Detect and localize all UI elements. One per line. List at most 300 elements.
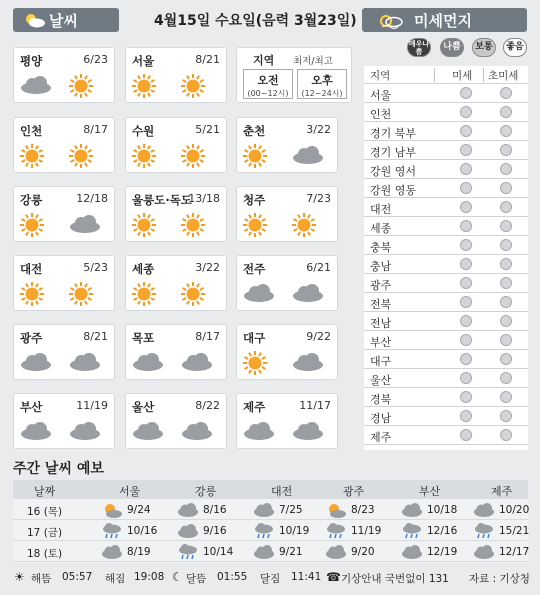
pm-weather <box>291 350 325 376</box>
weekly-icon <box>325 543 347 564</box>
am-weather <box>131 143 157 173</box>
city-temp: 8/17 <box>83 123 108 136</box>
city-name: 평양 <box>20 54 43 68</box>
pm25-level-dot <box>500 353 512 365</box>
city-card <box>125 255 227 311</box>
weekly-table <box>13 480 528 563</box>
city-temp: 8/22 <box>195 399 220 412</box>
weekly-temp: 8/23 <box>351 504 375 516</box>
dust-row <box>364 160 528 179</box>
weekly-icon <box>101 522 123 543</box>
cloud-icon <box>401 543 423 561</box>
pm25-level-dot <box>500 87 512 99</box>
city-card <box>236 255 338 311</box>
dust-row <box>364 293 528 312</box>
dust-divider <box>483 68 484 82</box>
city-card <box>13 393 115 449</box>
phone-icon: ☎ <box>326 570 341 584</box>
legend-am-time: (00~12시) <box>247 89 289 98</box>
rain-icon <box>401 522 423 540</box>
dust-row <box>364 217 528 236</box>
pm10-level-dot <box>460 220 472 232</box>
weekly-row <box>13 500 528 520</box>
legend-pm-time: (12~24시) <box>301 89 343 98</box>
am-weather <box>19 73 53 99</box>
moonset-time: 11:41 <box>291 571 322 583</box>
weekly-temp: 9/21 <box>279 546 303 558</box>
weekly-icon <box>473 501 495 522</box>
grade-very-bad: 매우나쁨 <box>408 40 430 56</box>
pm25-level-dot <box>500 258 512 270</box>
dust-region-name: 전남 <box>370 317 392 330</box>
cloud-icon <box>68 212 102 234</box>
pm-weather <box>180 73 206 103</box>
pm25-level-dot <box>500 391 512 403</box>
pm25-level-dot <box>500 315 512 327</box>
dust-region-name: 경북 <box>370 393 392 406</box>
sun-icon <box>19 212 45 238</box>
city-card <box>125 324 227 380</box>
dust-row <box>364 350 528 369</box>
pm25-level-dot <box>500 429 512 441</box>
dust-region-name: 충남 <box>370 260 392 273</box>
am-weather <box>131 212 157 242</box>
weekly-temp: 12/16 <box>427 525 458 537</box>
city-name: 춘천 <box>243 124 266 138</box>
pm10-level-dot <box>460 372 472 384</box>
city-card <box>125 186 227 242</box>
dust-row <box>364 103 528 122</box>
dust-region-name: 인천 <box>370 108 392 121</box>
weekly-icon <box>101 543 123 564</box>
rain-icon <box>325 522 347 540</box>
pm-weather <box>68 73 94 103</box>
weekly-temp: 12/19 <box>427 546 458 558</box>
sun-icon <box>242 143 268 169</box>
dust-region-name: 강원 영서 <box>370 165 417 178</box>
dust-region-name: 세종 <box>370 222 392 235</box>
pm25-level-dot <box>500 277 512 289</box>
pm-weather <box>291 419 325 445</box>
weekly-header-seoul: 서울 <box>119 485 141 498</box>
weekly-icon <box>177 543 199 564</box>
sun-icon <box>131 212 157 238</box>
city-temp: 5/23 <box>83 261 108 274</box>
dust-header-pm10: 미세 <box>452 70 473 82</box>
weekly-temp: 10/18 <box>427 504 458 516</box>
pm10-level-dot <box>460 334 472 346</box>
dust-title: 미세먼지 <box>414 11 472 30</box>
pm10-level-dot <box>460 391 472 403</box>
weekly-icon <box>473 522 495 543</box>
city-temp: 3/22 <box>306 123 331 136</box>
city-temp: 8/21 <box>83 330 108 343</box>
weekly-temp: 9/16 <box>203 525 227 537</box>
city-temp: 13/18 <box>188 192 220 205</box>
dust-row <box>364 407 528 426</box>
weekly-header-busan: 부산 <box>419 485 441 498</box>
city-name: 대전 <box>20 262 43 276</box>
city-card <box>13 186 115 242</box>
weekly-icon <box>253 543 275 564</box>
pm25-level-dot <box>500 410 512 422</box>
dust-region-name: 충북 <box>370 241 392 254</box>
city-name: 울릉도·독도 <box>132 193 192 207</box>
pm-weather <box>291 143 325 169</box>
weekly-temp: 9/24 <box>127 504 151 516</box>
dust-table-header <box>364 66 528 84</box>
sun-icon <box>131 73 157 99</box>
weekly-icon <box>177 522 199 543</box>
am-weather <box>131 73 157 103</box>
city-card <box>125 117 227 173</box>
pm10-level-dot <box>460 315 472 327</box>
cloud-icon <box>401 501 423 519</box>
dust-header-region: 지역 <box>370 70 391 82</box>
city-name: 강릉 <box>20 193 43 207</box>
dust-row <box>364 198 528 217</box>
sun-icon <box>19 143 45 169</box>
dust-region-name: 전북 <box>370 298 392 311</box>
city-card <box>13 117 115 173</box>
weekly-title: 주간 날씨 예보 <box>13 461 104 477</box>
cloud-icon <box>177 501 199 519</box>
am-weather <box>242 281 276 307</box>
weekly-temp: 9/20 <box>351 546 375 558</box>
dust-row <box>364 84 528 103</box>
grade-good: 좋음 <box>503 38 527 57</box>
pm-weather <box>68 350 102 376</box>
moonrise-label: 달뜸 <box>186 573 207 585</box>
dust-region-name: 제주 <box>370 431 392 444</box>
city-name: 광주 <box>20 331 43 345</box>
dust-row <box>364 274 528 293</box>
weekly-header-gwangju: 광주 <box>343 485 365 498</box>
sun-icon <box>242 350 268 376</box>
city-temp: 9/22 <box>306 330 331 343</box>
am-weather <box>242 419 276 445</box>
city-name: 제주 <box>243 400 266 414</box>
dust-divider <box>434 68 435 82</box>
dust-region-name: 대구 <box>370 355 392 368</box>
sunrise-label: 해뜸 <box>31 573 52 585</box>
data-source: 자료 : 기상청 <box>469 573 530 585</box>
weekly-temp: 15/21 <box>499 525 530 537</box>
weekly-row <box>13 542 528 562</box>
city-name: 부산 <box>20 400 43 414</box>
dust-row <box>364 331 528 350</box>
weekly-icon <box>253 501 275 522</box>
legend-card <box>236 47 352 103</box>
legend-minmax-label: 최저/최고 <box>293 56 333 67</box>
sunset-label: 해짐 <box>105 573 126 585</box>
cloud-icon <box>473 501 495 519</box>
city-temp: 8/21 <box>195 53 220 66</box>
pm25-level-dot <box>500 182 512 194</box>
weekly-icon <box>101 501 123 522</box>
weekly-icon <box>473 543 495 564</box>
weekly-temp: 8/16 <box>203 504 227 516</box>
weekly-header-gangneung: 강릉 <box>195 485 217 498</box>
pm-weather <box>180 143 206 173</box>
pm10-level-dot <box>460 353 472 365</box>
sun-icon <box>180 281 206 307</box>
cloud-icon <box>325 543 347 561</box>
city-name: 청주 <box>243 193 266 207</box>
pm-weather <box>180 419 214 445</box>
pm-weather <box>68 419 102 445</box>
pm25-level-dot <box>500 334 512 346</box>
city-temp: 11/19 <box>76 399 108 412</box>
weekly-date: 16 (목) <box>27 506 63 518</box>
legend-am-box <box>243 69 293 99</box>
city-card <box>236 117 338 173</box>
pm10-level-dot <box>460 239 472 251</box>
cloud-icon <box>180 350 214 372</box>
pm25-level-dot <box>500 220 512 232</box>
city-card <box>236 324 338 380</box>
pm25-level-dot <box>500 296 512 308</box>
weekly-temp: 10/19 <box>279 525 310 537</box>
moon-icon: ☾ <box>172 570 183 584</box>
cloud-icon <box>180 419 214 441</box>
grade-bad: 나쁨 <box>440 38 464 57</box>
sun-icon <box>68 73 94 99</box>
dust-region-name: 경기 남부 <box>370 146 417 159</box>
pm25-level-dot <box>500 163 512 175</box>
rain-icon <box>473 522 495 540</box>
pm10-level-dot <box>460 296 472 308</box>
pm10-level-dot <box>460 106 472 118</box>
dust-row <box>364 426 528 445</box>
dust-cloud-icon <box>376 10 406 30</box>
weekly-header-date: 날짜 <box>34 485 56 498</box>
cloud-icon <box>253 543 275 561</box>
cloud-icon <box>242 281 276 303</box>
dust-region-name: 경기 북부 <box>370 127 417 140</box>
am-weather <box>19 350 53 376</box>
dust-row <box>364 255 528 274</box>
pm10-level-dot <box>460 125 472 137</box>
am-weather <box>242 212 268 242</box>
sun-cloud-icon <box>325 501 347 519</box>
weather-phone: 기상안내 국번없이 131 <box>341 573 449 585</box>
am-weather <box>19 212 45 242</box>
sun-icon <box>19 281 45 307</box>
weather-header-badge <box>13 8 119 32</box>
city-name: 수원 <box>132 124 155 138</box>
dust-region-name: 경남 <box>370 412 392 425</box>
legend-pm-box <box>297 69 347 99</box>
dust-row <box>364 122 528 141</box>
pm-weather <box>68 281 94 311</box>
city-name: 대구 <box>243 331 266 345</box>
legend-pm-label: 오후 <box>311 74 333 87</box>
grade-normal: 보통 <box>472 38 496 57</box>
city-temp: 7/23 <box>306 192 331 205</box>
cloud-icon <box>68 350 102 372</box>
pm25-level-dot <box>500 201 512 213</box>
weekly-icon <box>253 522 275 543</box>
weekly-icon <box>325 501 347 522</box>
city-name: 인천 <box>20 124 43 138</box>
city-name: 울산 <box>132 400 155 414</box>
rain-icon <box>101 522 123 540</box>
legend-region-label: 지역 <box>253 54 275 67</box>
cloud-icon <box>242 419 276 441</box>
sun-icon <box>68 143 94 169</box>
cloud-icon <box>68 419 102 441</box>
cloud-icon <box>101 543 123 561</box>
dust-row <box>364 179 528 198</box>
city-temp: 12/18 <box>76 192 108 205</box>
pm25-level-dot <box>500 144 512 156</box>
pm10-level-dot <box>460 144 472 156</box>
sunrise-time: 05:57 <box>62 571 93 583</box>
city-name: 목포 <box>132 331 155 345</box>
city-temp: 5/21 <box>195 123 220 136</box>
rain-icon <box>177 543 199 561</box>
weekly-date: 17 (금) <box>27 527 63 539</box>
weekly-date: 18 (토) <box>27 548 63 560</box>
cloud-icon <box>19 419 53 441</box>
pm25-level-dot <box>500 372 512 384</box>
pm10-level-dot <box>460 163 472 175</box>
moonrise-time: 01:55 <box>217 571 248 583</box>
pm-weather <box>180 212 206 242</box>
pm-weather <box>180 350 214 376</box>
sun-icon <box>180 143 206 169</box>
pm25-level-dot <box>500 239 512 251</box>
pm10-level-dot <box>460 182 472 194</box>
dust-row <box>364 369 528 388</box>
am-weather <box>19 281 45 311</box>
pm-weather <box>68 143 94 173</box>
dust-row <box>364 312 528 331</box>
cloud-icon <box>131 350 165 372</box>
weekly-icon <box>325 522 347 543</box>
weekly-icon <box>401 543 423 564</box>
cloud-icon <box>131 419 165 441</box>
cloud-icon <box>177 522 199 540</box>
sun-cloud-icon <box>101 501 123 519</box>
city-temp: 6/21 <box>306 261 331 274</box>
dust-row <box>364 141 528 160</box>
pm25-level-dot <box>500 125 512 137</box>
weekly-temp: 10/20 <box>499 504 530 516</box>
weekly-temp: 7/25 <box>279 504 303 516</box>
weather-title: 날씨 <box>49 11 78 30</box>
am-weather <box>19 419 53 445</box>
pm10-level-dot <box>460 258 472 270</box>
weekly-temp: 10/16 <box>127 525 158 537</box>
dust-region-name: 울산 <box>370 374 392 387</box>
city-card <box>13 255 115 311</box>
date-title: 4월15일 수요일(음력 3월23일) <box>154 13 357 29</box>
weekly-temp: 12/17 <box>499 546 530 558</box>
cloud-icon <box>291 350 325 372</box>
am-weather <box>19 143 45 173</box>
weekly-temp: 11/19 <box>351 525 382 537</box>
sunset-time: 19:08 <box>134 571 165 583</box>
dust-region-name: 서울 <box>370 89 392 102</box>
sun-cloud-icon <box>19 10 49 30</box>
city-temp: 11/17 <box>299 399 331 412</box>
pm-weather <box>68 212 102 238</box>
pm10-level-dot <box>460 277 472 289</box>
city-card <box>13 324 115 380</box>
pm10-level-dot <box>460 429 472 441</box>
city-temp: 8/17 <box>195 330 220 343</box>
moonset-label: 달짐 <box>260 573 281 585</box>
cloud-icon <box>473 543 495 561</box>
am-weather <box>242 143 268 173</box>
pm25-level-dot <box>500 106 512 118</box>
legend-am-label: 오전 <box>257 74 279 87</box>
weekly-header <box>13 480 528 499</box>
dust-region-name: 강원 영동 <box>370 184 417 197</box>
sun-icon <box>68 281 94 307</box>
pm10-level-dot <box>460 87 472 99</box>
city-name: 전주 <box>243 262 266 276</box>
dust-region-name: 대전 <box>370 203 392 216</box>
city-name: 서울 <box>132 54 155 68</box>
dust-row <box>364 388 528 407</box>
sun-icon <box>291 212 317 238</box>
city-card <box>125 47 227 103</box>
weekly-header-daejeon: 대전 <box>271 485 293 498</box>
dust-header-pm25: 초미세 <box>488 70 519 82</box>
city-name: 세종 <box>132 262 155 276</box>
cloud-icon <box>291 281 325 303</box>
dust-header-badge <box>362 8 527 32</box>
weekly-icon <box>401 501 423 522</box>
dust-region-name: 광주 <box>370 279 392 292</box>
am-weather <box>242 350 268 380</box>
am-weather <box>131 281 157 311</box>
cloud-icon <box>291 419 325 441</box>
sun-icon <box>180 212 206 238</box>
city-card <box>13 47 115 103</box>
sun-icon <box>242 212 268 238</box>
weekly-temp: 10/14 <box>203 546 234 558</box>
dust-region-name: 부산 <box>370 336 392 349</box>
sun-icon <box>180 73 206 99</box>
dust-rows <box>364 84 528 445</box>
weekly-row <box>13 521 528 541</box>
dust-table <box>364 66 528 450</box>
pm10-level-dot <box>460 410 472 422</box>
city-card <box>236 186 338 242</box>
cloud-icon <box>253 501 275 519</box>
weekly-icon <box>401 522 423 543</box>
city-card <box>236 393 338 449</box>
am-weather <box>131 350 165 376</box>
pm10-level-dot <box>460 201 472 213</box>
pm-weather <box>291 212 317 242</box>
sun-icon <box>131 281 157 307</box>
city-temp: 6/23 <box>83 53 108 66</box>
dust-row <box>364 236 528 255</box>
cloud-icon <box>19 350 53 372</box>
sun-icon: ☀ <box>14 570 25 584</box>
cloud-icon <box>291 143 325 165</box>
weekly-header-jeju: 제주 <box>491 485 513 498</box>
rain-icon <box>253 522 275 540</box>
city-card <box>125 393 227 449</box>
weekly-temp: 8/19 <box>127 546 151 558</box>
pm-weather <box>180 281 206 311</box>
